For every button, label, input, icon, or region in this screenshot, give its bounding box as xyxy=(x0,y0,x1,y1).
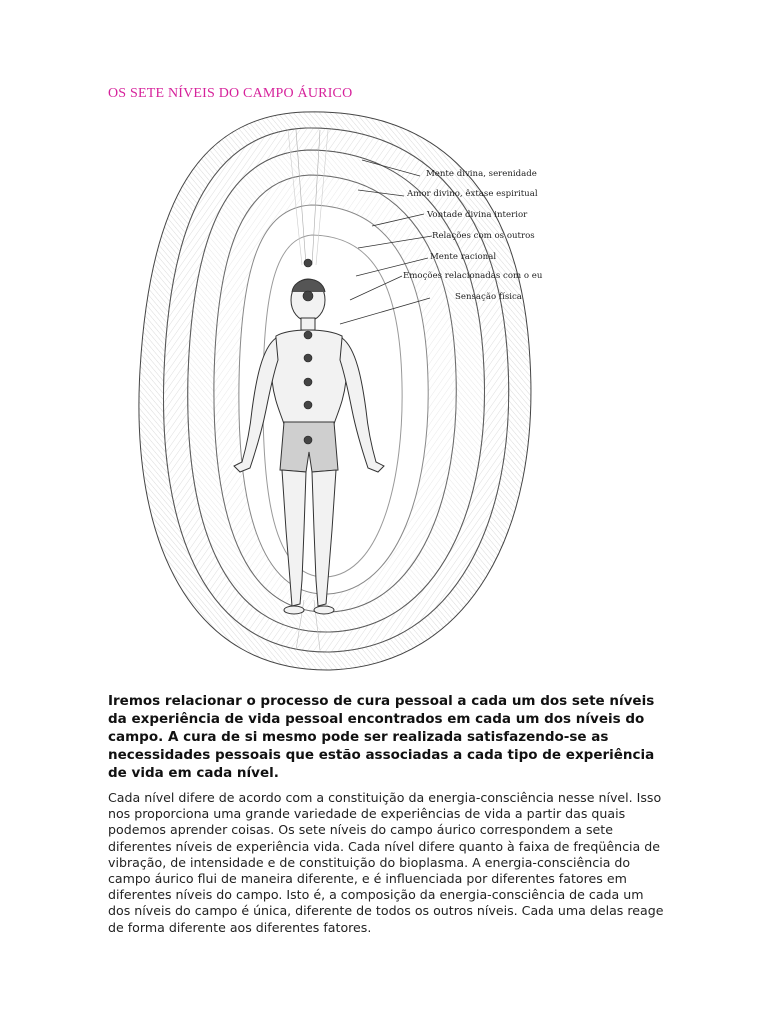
label-level-1: Sensação física xyxy=(455,292,522,302)
page-title: OS SETE NÍVEIS DO CAMPO ÁURICO xyxy=(108,86,353,101)
label-level-2: Emoções relacionadas com o eu xyxy=(403,271,543,281)
intro-paragraph: Iremos relacionar o processo de cura pessoal a cada um dos sete níveis da experiência de vida pessoal encontrados em cada um dos níveis do campo. A cura de si mesmo pode ser realizada satisfazendo-se as necessidades pessoais que estão associadas a cada tipo de experiência de vida em cada nível. xyxy=(108,693,655,781)
label-level-4: Relações com os outros xyxy=(432,231,535,241)
body-paragraph: Cada nível difere de acordo com a constituição da energia-consciência nesse nível. Isso nos proporciona uma grande variedade de experiências de vida a partir das quais podemos aprender coisas. Os sete níveis do campo áurico correspondem a sete diferentes níveis de experiência vida. Cada nível difere quanto à faixa de freqüência de vibração, de intensidade e de constituição do bioplasma. A energia-consciência do campo áurico flui de maneira diferente, e é influenciada por diferentes fatores em diferentes níveis do campo. Isto é, a composição da energia-consciência de cada um dos níveis do campo é única, diferente de todos os outros níveis. Cada uma delas reage de forma diferente aos diferentes fatores. xyxy=(108,790,664,935)
label-level-7: Mente divina, serenidade xyxy=(426,169,537,179)
label-level-3: Mente racional xyxy=(430,252,497,262)
label-level-5: Vontade divina interior xyxy=(427,210,528,220)
label-level-6: Amor divino, êxtase espiritual xyxy=(407,189,538,199)
